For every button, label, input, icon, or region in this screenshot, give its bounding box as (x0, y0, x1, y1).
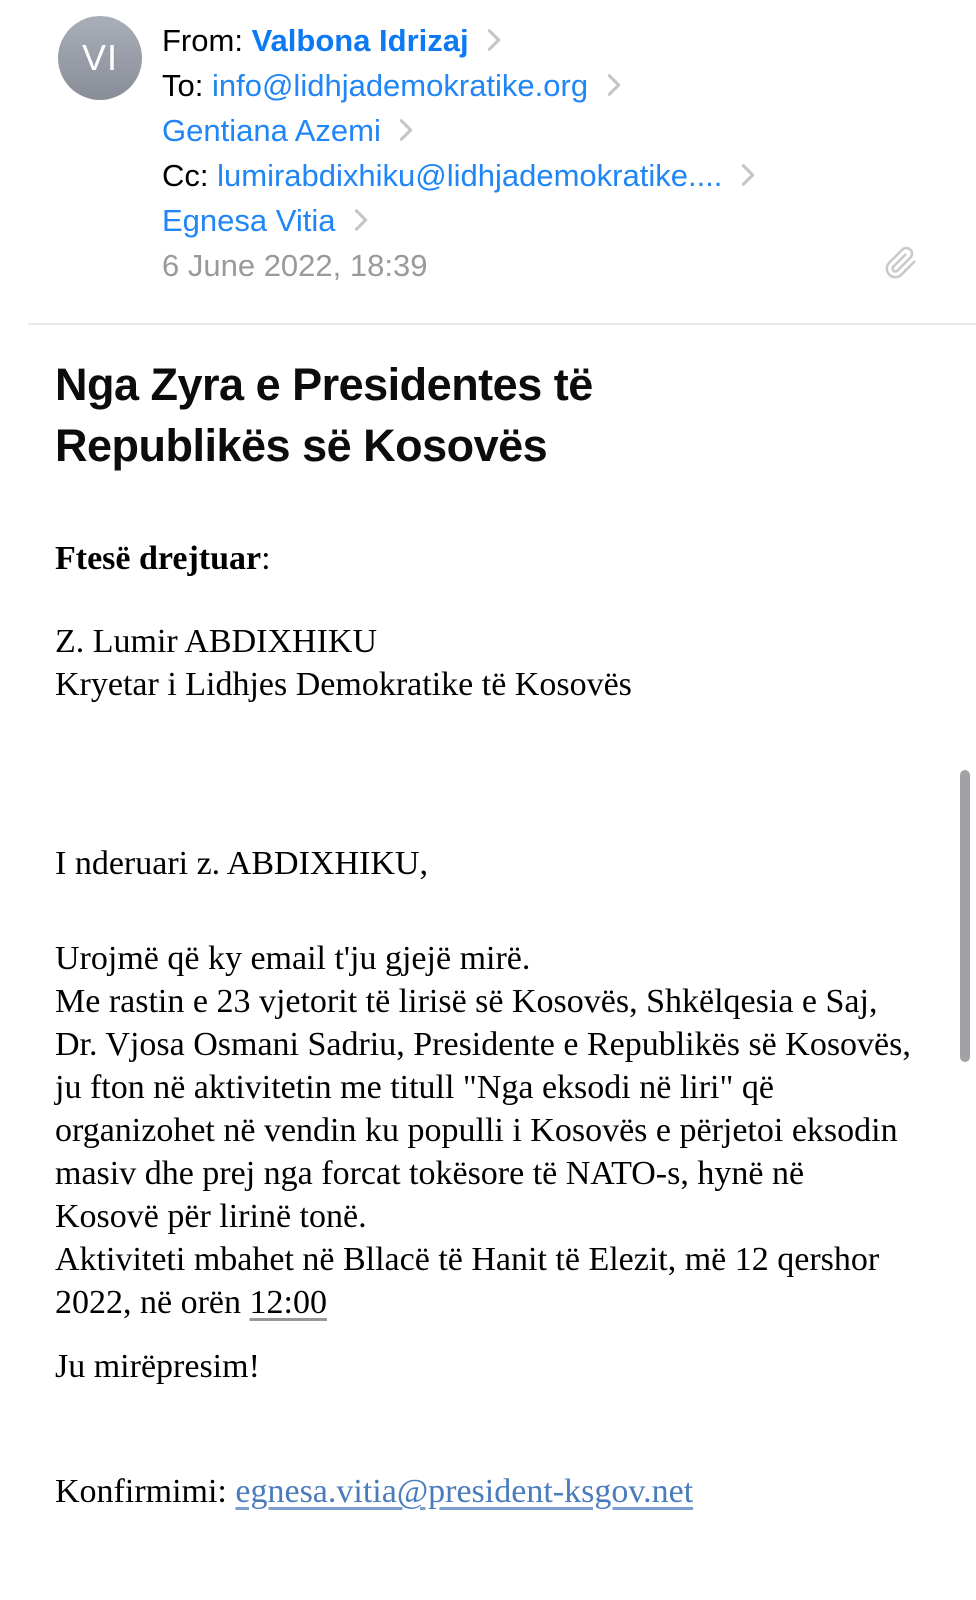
chevron-right-icon (607, 64, 621, 109)
paragraph-line: organizohet në vendin ku populli i Kosovës e përjetoi eksodin (55, 1112, 898, 1149)
paragraph-line (55, 1281, 946, 1324)
paragraph-line: Dr. Vjosa Osmani Sadriu, Presidente e Republikës së Kosovës, (55, 1026, 911, 1063)
to-line (162, 63, 936, 108)
to-recipient[interactable]: Gentiana Azemi (162, 113, 381, 148)
sender-avatar[interactable] (58, 16, 142, 100)
chevron-right-icon (487, 19, 501, 64)
salutation-text: Ftesë drejtuar (55, 540, 262, 577)
email-date: 6 June 2022, 18:39 (162, 248, 428, 283)
date-line (162, 243, 936, 288)
time-link[interactable]: 12:00 (249, 1284, 327, 1321)
email-body (55, 325, 946, 1513)
confirm-email-link[interactable]: egnesa.vitia@president-ksgov.net (235, 1473, 694, 1510)
chevron-right-icon (399, 109, 413, 154)
closing: Ju mirëpresim! (55, 1348, 260, 1385)
chevron-right-icon (741, 154, 755, 199)
from-label: From: (162, 23, 243, 58)
message-title (55, 354, 946, 476)
paragraph-line: Kosovë për lirinë tonë. (55, 1198, 367, 1235)
avatar-initials: VI (81, 37, 118, 78)
salutation-colon: : (261, 540, 271, 577)
cc-line (162, 153, 936, 198)
addressee-name: Z. Lumir ABDIXHIKU (55, 623, 378, 660)
paragraph-line: Urojmë që ky email t'ju gjejë mirë. (55, 940, 531, 977)
addressee-block (55, 620, 946, 706)
greeting: I nderuari z. ABDIXHIKU, (55, 845, 428, 882)
invitation-paragraph (55, 937, 946, 1324)
scrollbar-thumb[interactable] (960, 770, 970, 1062)
to-label: To: (162, 68, 204, 103)
title-line: Nga Zyra e Presidentes të (55, 359, 593, 410)
from-line (162, 18, 936, 63)
cc-recipient[interactable]: lumirabdixhiku@lidhjademokratike.... (217, 158, 723, 193)
to-line-2 (162, 108, 936, 153)
cc-label: Cc: (162, 158, 209, 193)
addressee-role: Kryetar i Lidhjes Demokratike të Kosovës (55, 666, 632, 703)
paperclip-icon (884, 246, 918, 285)
cc-recipient[interactable]: Egnesa Vitia (162, 203, 336, 238)
paragraph-line: masiv dhe prej nga forcat tokësore të NATO-s, hynë në (55, 1155, 805, 1192)
cc-line-2 (162, 198, 936, 243)
time-line-prefix: 2022, në orën (55, 1284, 250, 1321)
chevron-right-icon (354, 199, 368, 244)
paragraph-line: Aktiviteti mbahet në Bllacë të Hanit të Elezit, më 12 qershor (55, 1241, 880, 1278)
salutation (55, 537, 946, 580)
paragraph-line: Me rastin e 23 vjetorit të lirisë së Kosovës, Shkëlqesia e Saj, (55, 983, 878, 1020)
confirm-label: Konfirmimi: (55, 1473, 236, 1510)
to-recipient[interactable]: info@lidhjademokratike.org (211, 68, 589, 103)
title-line: Republikës së Kosovës (55, 420, 548, 471)
paragraph-line: ju fton në aktivitetin me titull "Nga eksodi në liri" që (55, 1069, 774, 1106)
confirmation-line (55, 1470, 946, 1513)
from-contact[interactable]: Valbona Idrizaj (251, 23, 469, 58)
